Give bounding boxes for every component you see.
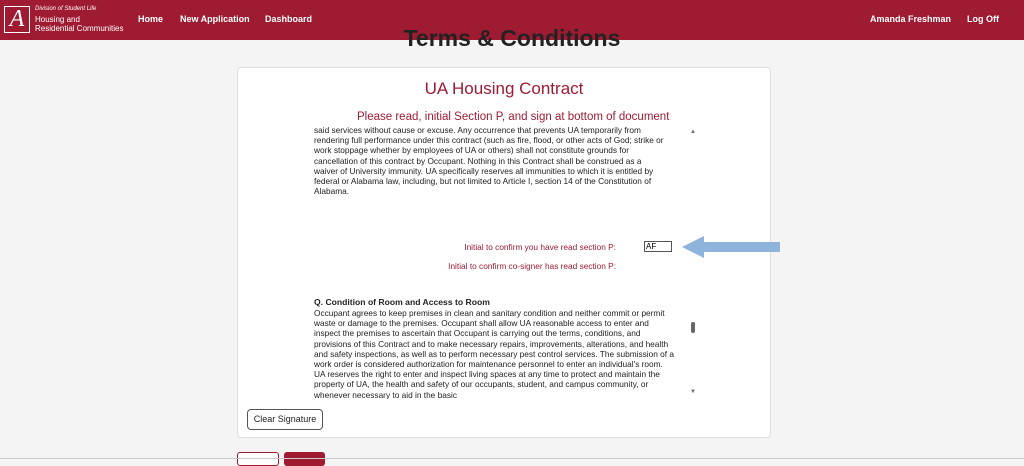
scroll-up-arrow-icon[interactable]: ▲: [690, 129, 696, 135]
section-q-text: Occupant agrees to keep premises in clean and sanitary condition and neither commit or permit waste or damage to the premises. Occupant shall allow UA reasonable access to enter and inspect the premises to ascertain that Occupant is carrying out the terms, conditions, and provisions of this Contract and to make necessary repairs, improvements, alterations, and health and safety inspections, as well as to perform necessary pest control services. The submission of a work order is considered authorization for maintenance personnel to enter an individual's room. UA reserves the right to enter and inspect living spaces at any time to protect and maintain the property of UA, the health and safety of our occupants, student, and campus community, or whenever necessary to aid in the basic: [314, 308, 675, 399]
section-q-heading: Q. Condition of Room and Access to Room: [314, 297, 490, 307]
department-line-1: Housing and: [35, 15, 80, 24]
contract-scroll-area[interactable]: [308, 125, 696, 399]
department-line-2: Residential Communities: [35, 24, 124, 33]
page-title: Terms & Conditions: [403, 25, 621, 51]
user-name-link[interactable]: Amanda Freshman: [870, 14, 952, 24]
nav-dashboard-link[interactable]: Dashboard: [265, 14, 313, 24]
log-off-link[interactable]: Log Off: [967, 14, 999, 24]
initial-label: Initial to confirm you have read section P:: [464, 242, 616, 252]
nav-home-link[interactable]: Home: [138, 14, 164, 24]
arrow-pointer-icon: [682, 236, 782, 258]
contract-instructions: Please read, initial Section P, and sign at bottom of document: [357, 111, 670, 123]
scroll-down-arrow-icon[interactable]: ▼: [690, 389, 696, 395]
clear-signature-button[interactable]: Clear Signature: [247, 409, 323, 430]
contract-scrollbar[interactable]: [690, 129, 698, 399]
scrollbar-thumb[interactable]: [691, 322, 695, 333]
cosigner-initial-label: Initial to confirm co-signer has read section P:: [448, 261, 616, 271]
initial-input[interactable]: [644, 241, 672, 252]
back-button[interactable]: [237, 452, 279, 466]
nav-new-application-link[interactable]: New Application: [180, 14, 250, 24]
footer-divider: [0, 458, 1024, 459]
section-p-text: said services without cause or excuse. Any occurrence that prevents UA temporarily from rendering full performance under this contract (such as fire, flood, or other acts of God; strike or work stoppage whether by employees of UA or others) shall not constitute grounds for cancellation of this contract by Occupant. Nothing in this Contract shall be construed as a waiver of University immunity. UA specifically reserves all immunities to which it is entitled by federal or Alabama law, including, but not limited to Article I, section 14 of the Constitution of Alabama.: [314, 125, 664, 197]
submit-button[interactable]: [284, 452, 325, 466]
division-label: Division of Student Life: [35, 6, 97, 12]
contract-title: UA Housing Contract: [424, 79, 584, 98]
ua-logo[interactable]: A: [4, 6, 30, 33]
